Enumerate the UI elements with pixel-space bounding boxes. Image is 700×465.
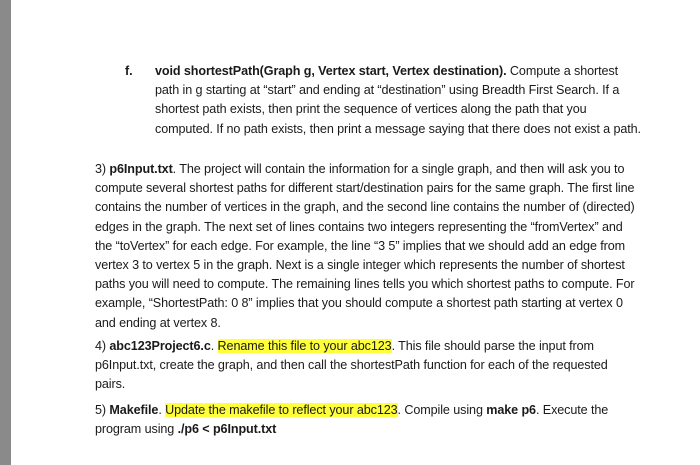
item-f-body (155, 62, 645, 139)
item-5-highlight: Update the makefile to reflect your abc123 (165, 403, 398, 417)
shortest-path-signature: void shortestPath(Graph g, Vertex start, Vertex destination). (155, 64, 507, 78)
item-f-description: Compute a shortest path in g starting at “start” and ending at “destination” using Breadth First Search. If a shortest path exists, then print the sequence of vertices along the path that you computed. If no path exists, then print a message saying that there does not exist a path. (155, 64, 641, 136)
item-4-highlight: Rename this file to your abc123 (217, 339, 392, 353)
item-4-separator: . (210, 339, 218, 353)
item-5-number: 5) (95, 403, 110, 417)
item-4-source-file (95, 337, 640, 395)
item-f-letter: f. (125, 64, 133, 78)
item-f-shortest-path (125, 62, 645, 139)
item-3-number: 3) (95, 162, 110, 176)
item-5-text-a: . Compile using (397, 403, 487, 417)
item-4-description: . This file should parse the input from p6Input.txt, create the graph, and then call the shortestPath function for each of the requested pairs. (95, 339, 608, 392)
item-4-filename: abc123Project6.c (109, 339, 211, 353)
item-5-makefile (95, 401, 640, 439)
item-3-description: . The project will contain the information for a single graph, and then will ask you to compute several shortest paths for different start/destination pairs for the same graph. The first line contains the number of vertices in the graph, and the second line contains the number of (directed) edges in the graph. The next set of lines contains two integers representing the “fromVertex” and the “toVertex” for each edge. For example, the line “3 5” implies that we should add an edge from vertex 3 to vertex 5 in the graph. Next is a single integer which represents the number of shortest paths you will need to compute. The remaining lines tells you which shortest paths to compute. For example, “ShortestPath: 0 8” implies that you should compute a shortest path starting at vertex 0 and ending at vertex 8. (95, 162, 635, 330)
item-4-number: 4) (95, 339, 110, 353)
item-5-text-b: . Execute the program using (95, 403, 609, 437)
item-3-input-file (95, 160, 640, 333)
item-3-filename: p6Input.txt (109, 162, 173, 176)
make-command: make p6 (486, 403, 536, 417)
item-5-filename: Makefile (109, 403, 159, 417)
item-5-separator: . (158, 403, 166, 417)
run-command: ./p6 < p6Input.txt (177, 422, 277, 437)
